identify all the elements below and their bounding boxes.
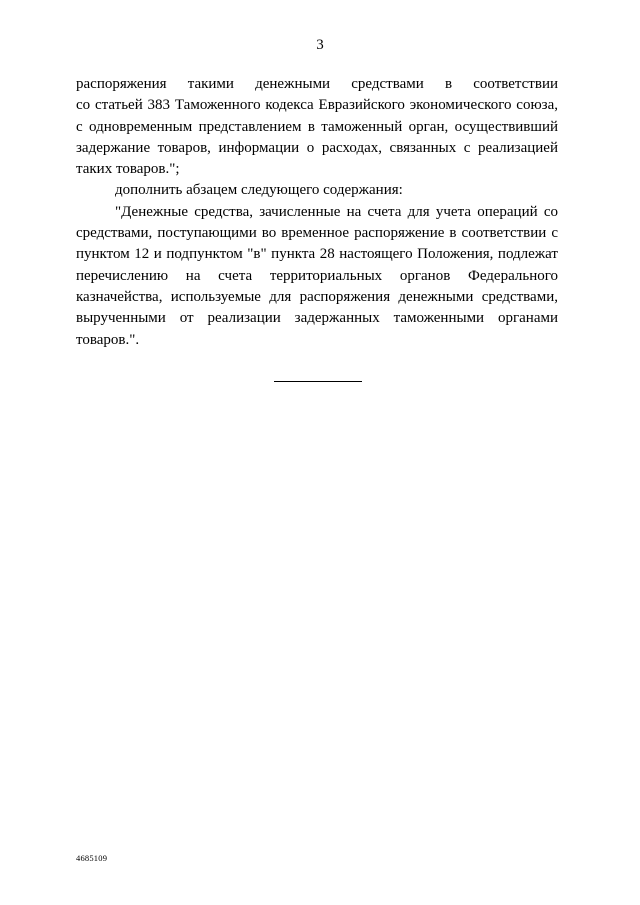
document-body xyxy=(76,74,558,351)
paragraph-2 xyxy=(76,180,558,201)
text-line: со статьей 383 Таможенного кодекса Евразийского экономического союза, xyxy=(76,97,558,114)
text-line: казначейства, используемые для распоряжения денежными средствами, xyxy=(76,288,558,305)
text-line: товаров.". xyxy=(76,331,140,348)
document-code: 4685109 xyxy=(76,853,108,863)
text-line: "Денежные средства, зачисленные на счета для учета операций со xyxy=(115,203,558,220)
text-line: дополнить абзацем следующего содержания: xyxy=(115,182,403,199)
text-line: с одновременным представлением в таможенный орган, осуществивший xyxy=(76,118,558,135)
text-line: вырученными от реализации задержанных таможенными органами xyxy=(76,310,558,327)
text-line: таких товаров."; xyxy=(76,161,180,178)
paragraph-1 xyxy=(76,74,558,180)
paragraph-3 xyxy=(76,202,558,351)
text-line: перечислению на счета территориальных органов Федерального xyxy=(76,267,558,284)
page-number: 3 xyxy=(316,37,324,53)
text-line: средствами, поступающими во временное распоряжение в соответствии с xyxy=(76,225,558,242)
text-line: пунктом 12 и подпунктом "в" пункта 28 настоящего Положения, подлежат xyxy=(76,246,558,263)
separator-line xyxy=(274,381,362,382)
text-line: распоряжения такими денежными средствами в соответствии xyxy=(76,76,558,92)
text-line: задержание товаров, информации о расходах, связанных с реализацией xyxy=(76,139,558,156)
